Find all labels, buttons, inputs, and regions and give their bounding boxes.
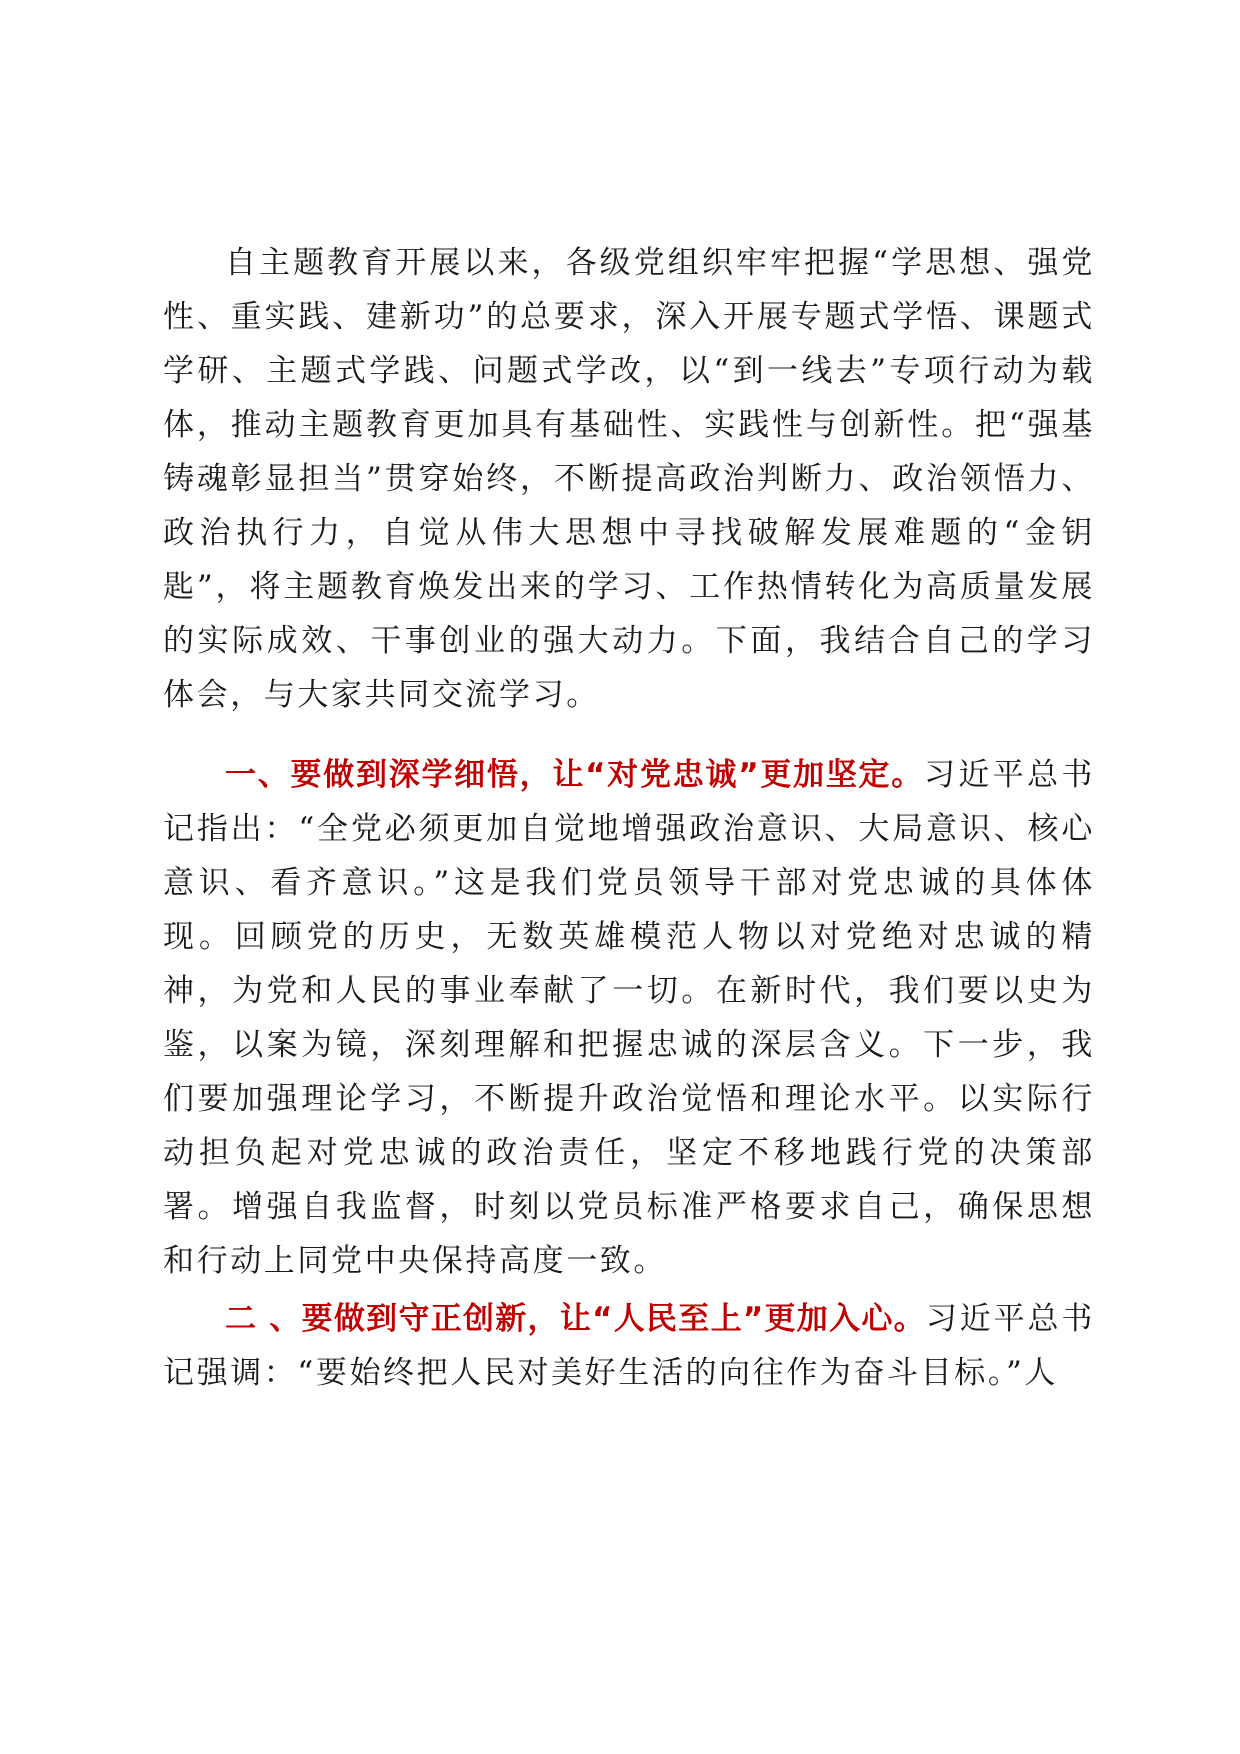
section-1-paragraph bbox=[163, 748, 1095, 1288]
section-2-body: 习近平总书记强调：“要始终把人民对美好生活的向往作为奋斗目标。”人 bbox=[163, 1301, 1095, 1391]
section-1-body: 习近平总书记指出：“全党必须更加自觉地增强政治意识、大局意识、核心意识、看齐意识。”这是我们党员领导干部对党忠诚的具体体现。回顾党的历史，无数英雄模范人物以对党绝对忠诚的精神，为党和人民的事业奉献了一切。在新时代，我们要以史为鉴，以案为镜，深刻理解和把握忠诚的深层含义。下一步，我们要加强理论学习，不断提升政治觉悟和理论水平。以实际行动担负起对党忠诚的政治责任，坚定不移地践行党的决策部署。增强自我监督，时刻以党员标准严格要求自己，确保思想和行动上同党中央保持高度一致。 bbox=[163, 757, 1096, 1279]
intro-paragraph bbox=[163, 236, 1095, 722]
section-2-paragraph bbox=[163, 1292, 1095, 1400]
section-2-heading: 二 、要做到守正创新，让“人民至上”更加入心。 bbox=[225, 1301, 926, 1337]
section-1-heading: 一、要做到深学细悟，让“对党忠诚”更加坚定。 bbox=[225, 757, 925, 793]
document-body bbox=[163, 236, 1095, 1404]
intro-text: 自主题教育开展以来，各级党组织牢牢把握“学思想、强党性、重实践、建新功”的总要求，深入开展专题式学悟、课题式学研、主题式学践、问题式学改，以“到一线去”专项行动为载体，推动主题教育更加具有基础性、实践性与创新性。把“强基铸魂彰显担当”贯穿始终，不断提高政治判断力、政治领悟力、政治执行力，自觉从伟大思想中寻找破解发展难题的“金钥匙”，将主题教育焕发出来的学习、工作热情转化为高质量发展的实际成效、干事创业的强大动力。下面，我结合自己的学习体会，与大家共同交流学习。 bbox=[163, 245, 1095, 713]
